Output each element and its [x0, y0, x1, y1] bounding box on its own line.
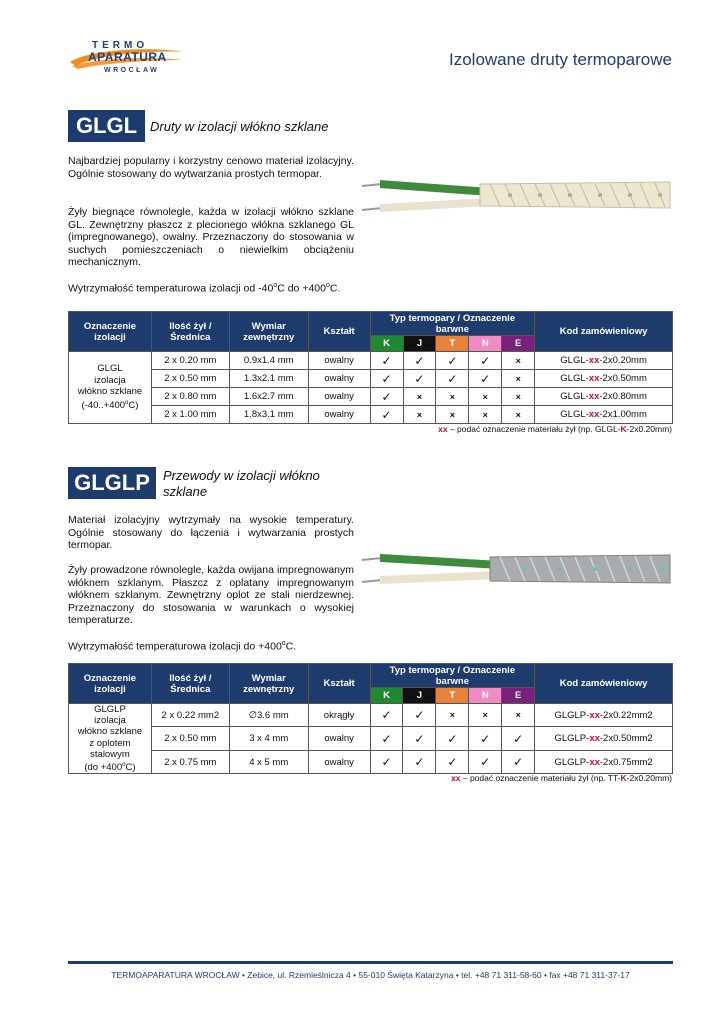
type-mark: ✓ — [370, 727, 403, 750]
type-mark: ✓ — [370, 370, 403, 388]
table-row — [69, 370, 673, 388]
type-mark: ✓ — [403, 750, 436, 773]
outer-dimension: ∅3.6 mm — [229, 704, 308, 727]
type-mark: ✓ — [436, 750, 469, 773]
wire-count: 2 x 1.00 mm — [151, 406, 229, 424]
shape: owalny — [308, 406, 370, 424]
type-mark: × — [502, 388, 535, 406]
type-mark: × — [403, 406, 436, 424]
order-code: GLGL-xx-2x0.80mm — [535, 388, 673, 406]
header-shape: Kształt — [308, 312, 370, 352]
type-t: T — [436, 688, 469, 704]
table-row — [69, 352, 673, 370]
header-order-code: Kod zamówieniowy — [535, 312, 673, 352]
type-e: E — [502, 336, 535, 352]
header-insulation: Oznaczenie izolacji — [69, 664, 152, 704]
order-code: GLGL-xx-2x0.20mm — [535, 352, 673, 370]
shape: owalny — [308, 388, 370, 406]
outer-dimension: 1.3x2.1 mm — [229, 370, 308, 388]
type-mark: ✓ — [403, 370, 436, 388]
type-mark: × — [502, 704, 535, 727]
type-mark: ✓ — [436, 727, 469, 750]
glgl-temp-prefix: Wytrzymałość temperaturowa izolacji od -40 — [68, 282, 274, 295]
type-mark: ✓ — [403, 704, 436, 727]
shape: okrągły — [308, 704, 370, 727]
table-row — [69, 406, 673, 424]
glgl-paragraph-2: Żyły biegnące równolegle, każda w izolacji włókno szklane GL. Zewnętrzny płaszcz z plecionego włókna szklanego GL (impregnowanego), owalny. Przeznaczony do stosowania w suchych pomieszczeniach o niewielkim obciążeniu mechanicznym. — [68, 206, 354, 269]
glglp-table — [68, 663, 673, 774]
header-insulation: Oznaczenie izolacji — [69, 312, 152, 352]
glglp-badge: GLGLP — [68, 467, 156, 499]
type-mark: × — [436, 388, 469, 406]
header-dimension: Wymiar zewnętrzny — [229, 664, 308, 704]
type-mark: ✓ — [502, 727, 535, 750]
insulation-cell: GLGLP izolacja włókno szklane z oplotem stalowym $(do +400^oC)$ — [69, 704, 152, 774]
header-type: Typ termopary / Oznaczenie barwne — [370, 664, 535, 688]
footer-divider — [68, 961, 673, 964]
type-mark: ✓ — [370, 388, 403, 406]
order-code: GLGLP-xx-2x0.22mm2 — [535, 704, 673, 727]
logo-text-bottom: WROCŁAW — [104, 67, 160, 74]
type-j: J — [403, 336, 436, 352]
type-e: E — [502, 688, 535, 704]
glgl-table — [68, 311, 673, 424]
glgl-wire-image — [360, 170, 674, 220]
type-mark: ✓ — [502, 750, 535, 773]
table-row — [69, 704, 673, 727]
type-mark: × — [436, 406, 469, 424]
shape: owalny — [308, 352, 370, 370]
outer-dimension: 1.6x2.7 mm — [229, 388, 308, 406]
wire-count: 2 x 0.50 mm — [151, 727, 229, 750]
type-mark: ✓ — [469, 352, 502, 370]
glgl-temp-suffix: C. — [329, 282, 341, 295]
outer-dimension: 0.9x1.4 mm — [229, 352, 308, 370]
type-mark: × — [469, 704, 502, 727]
wire-count: 2 x 0.50 mm — [151, 370, 229, 388]
page-title: Izolowane druty termoparowe — [448, 50, 672, 69]
type-k: K — [370, 688, 403, 704]
glglp-temperature: Wytrzymałość temperaturowa izolacji do $+400^oC$. — [68, 640, 297, 653]
header-order-code: Kod zamówieniowy — [535, 664, 673, 704]
type-mark: ✓ — [469, 370, 502, 388]
type-n: N — [469, 688, 502, 704]
table-row — [69, 750, 673, 773]
header-wires: Ilość żył / Średnica — [151, 312, 229, 352]
shape: owalny — [308, 750, 370, 773]
outer-dimension: 1.8x3.1 mm — [229, 406, 308, 424]
type-mark: ✓ — [403, 727, 436, 750]
glglp-note: xx – podać oznaczenie materiału żył (np. TT-K-2x0.20mm) — [451, 773, 672, 783]
type-mark: ✓ — [403, 352, 436, 370]
type-mark: ✓ — [370, 750, 403, 773]
type-mark: × — [403, 388, 436, 406]
glgl-temperature — [68, 280, 354, 295]
shape: owalny — [308, 727, 370, 750]
glgl-badge: GLGL — [68, 110, 145, 142]
type-mark: ✓ — [436, 370, 469, 388]
order-code: GLGLP-xx-2x0.50mm2 — [535, 727, 673, 750]
glgl-paragraph-1: Najbardziej popularny i korzystny cenowo materiał izolacyjny. Ogólnie stosowany do wytwarzania prostych termopar. — [68, 155, 354, 180]
order-code: GLGLP-xx-2x0.75mm2 — [535, 750, 673, 773]
degree-sign: o — [325, 282, 330, 289]
footer-contact: TERMOAPARATURA WROCŁAW • Zebice, ul. Rzemieślnicza 4 • 55-010 Święta Katarzyna • tel. +48 71 311-58-60 • fax +48 71 311-37-17 — [111, 970, 630, 980]
wire-count: 2 x 0.75 mm — [151, 750, 229, 773]
glglp-subtitle: Przewody w izolacji włókno szklane — [163, 468, 320, 499]
glglp-paragraph-2: Żyły prowadzone równolegle, każda owijana impregnowanym włóknem szklanym. Płaszcz z oplatany impregnowanym włóknem szklanym. Zewnętrzny oplot ze stali nierdzewnej. Przeznaczony do stosowania w warunkach o wysokiej temperaturze. — [68, 564, 354, 627]
type-mark: × — [469, 406, 502, 424]
type-mark: ✓ — [469, 727, 502, 750]
glglp-paragraph-1: Materiał izolacyjny wytrzymały na wysokie temperatury. Ogólnie stosowany do łączenia i wytwarzania prostych termopar. — [68, 514, 354, 552]
glgl-subtitle: Druty w izolacji włókno szklane — [150, 119, 329, 134]
type-j: J — [403, 688, 436, 704]
type-mark: × — [469, 388, 502, 406]
glgl-temp-mid: C do +400 — [277, 282, 326, 295]
degree-sign: o — [273, 282, 278, 289]
type-mark: ✓ — [370, 352, 403, 370]
type-mark: ✓ — [370, 406, 403, 424]
insulation-cell: GLGL izolacja włókno szklane $(-40..+400^oC)$ — [69, 352, 152, 424]
glglp-wire-image — [360, 545, 674, 591]
outer-dimension: 3 x 4 mm — [229, 727, 308, 750]
glgl-note: xx – podać oznaczenie materiału żył (np. GLGL-K-2x0.20mm) — [438, 424, 672, 434]
type-mark: × — [502, 370, 535, 388]
type-n: N — [469, 336, 502, 352]
table-row — [69, 388, 673, 406]
header-wires: Ilość żył / Średnica — [151, 664, 229, 704]
order-code: GLGL-xx-2x0.50mm — [535, 370, 673, 388]
shape: owalny — [308, 370, 370, 388]
type-mark: ✓ — [370, 704, 403, 727]
type-mark: × — [436, 704, 469, 727]
header-dimension: Wymiar zewnętrzny — [229, 312, 308, 352]
type-t: T — [436, 336, 469, 352]
type-mark: × — [502, 406, 535, 424]
type-mark: ✓ — [469, 750, 502, 773]
wire-count: 2 x 0.20 mm — [151, 352, 229, 370]
header-type: Typ termopary / Oznaczenie barwne — [370, 312, 535, 336]
order-code: GLGL-xx-2x1.00mm — [535, 406, 673, 424]
table-row — [69, 727, 673, 750]
type-mark: × — [502, 352, 535, 370]
wire-count: 2 x 0.22 mm2 — [151, 704, 229, 727]
company-logo — [68, 40, 188, 80]
outer-dimension: 4 x 5 mm — [229, 750, 308, 773]
logo-text-main: APARATURA — [88, 50, 167, 64]
type-k: K — [370, 336, 403, 352]
logo-text-top: TERMO — [92, 40, 149, 51]
type-mark: ✓ — [436, 352, 469, 370]
wire-count: 2 x 0.80 mm — [151, 388, 229, 406]
header-shape: Kształt — [308, 664, 370, 704]
